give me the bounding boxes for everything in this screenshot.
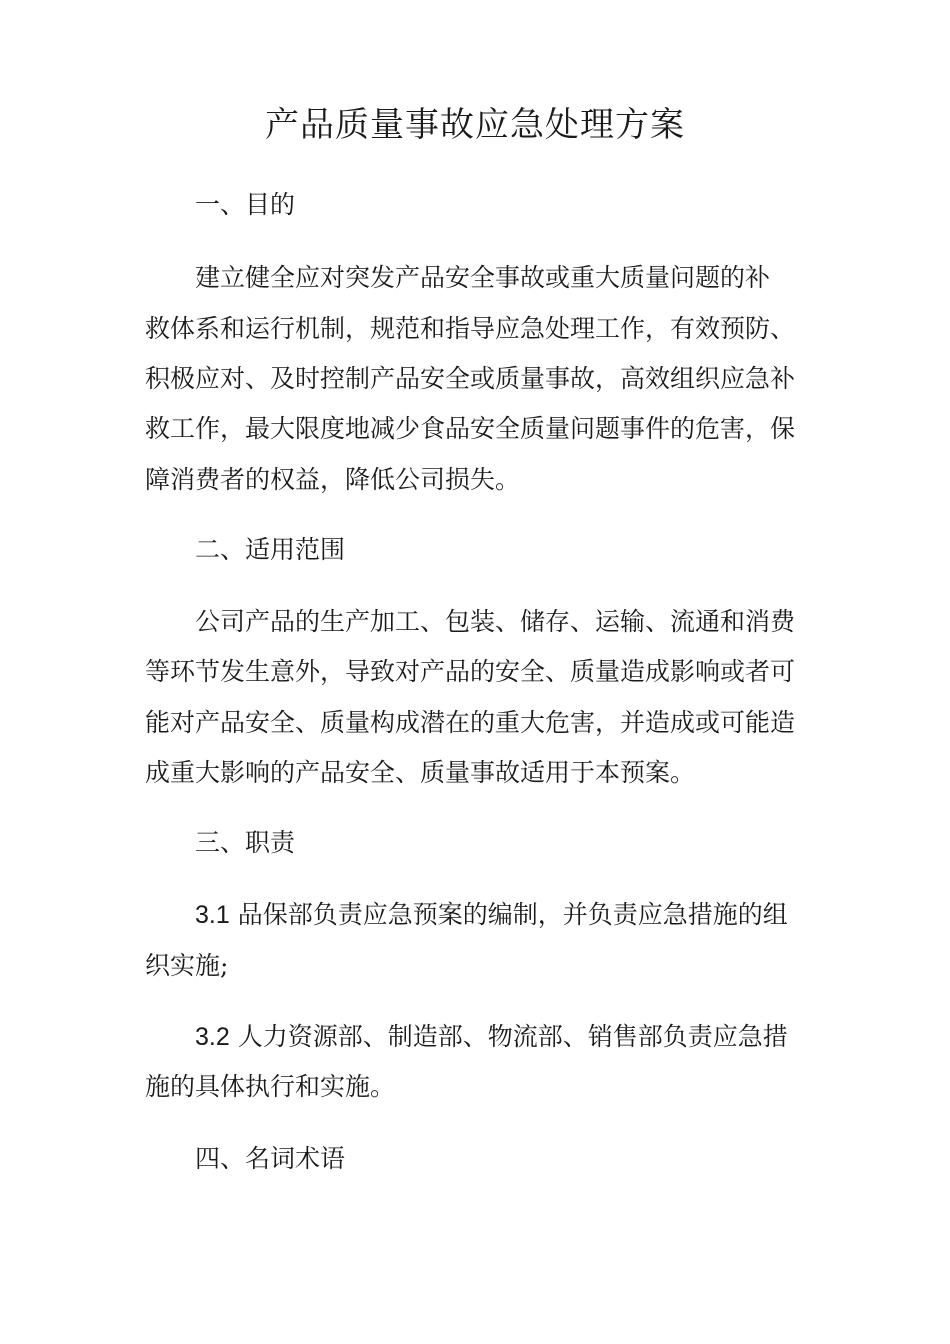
paragraph-line: 障消费者的权益，降低公司损失。 xyxy=(145,465,521,494)
item-text: 人力资源部、制造部、物流部、销售部负责应急措 xyxy=(229,1022,788,1051)
list-item-line: 织实施; xyxy=(145,951,229,980)
list-item-line xyxy=(195,898,865,932)
item-number: 3.1 xyxy=(195,901,230,929)
paragraph-line: 等环节发生意外，导致对产品的安全、质量造成影响或者可 xyxy=(145,657,796,686)
section-heading-terms: 四、名词术语 xyxy=(195,1144,346,1173)
section-heading-responsibilities: 三、职责 xyxy=(195,828,296,857)
paragraph-line: 救体系和运行机制，规范和指导应急处理工作，有效预防、 xyxy=(145,314,796,343)
item-number: 3.2 xyxy=(195,1023,230,1051)
list-item-line: 施的具体执行和实施。 xyxy=(145,1072,396,1101)
item-text: 品保部负责应急预案的编制，并负责应急措施的组 xyxy=(229,900,788,929)
paragraph-line: 公司产品的生产加工、包装、储存、运输、流通和消费 xyxy=(195,607,796,636)
document-title: 产品质量事故应急处理方案 xyxy=(265,105,685,145)
section-heading-purpose: 一、目的 xyxy=(195,190,296,219)
section-heading-scope: 二、适用范围 xyxy=(195,535,346,564)
paragraph-line: 积极应对、及时控制产品安全或质量事故，高效组织应急补 xyxy=(145,364,796,393)
paragraph-line: 建立健全应对突发产品安全事故或重大质量问题的补 xyxy=(195,263,771,292)
paragraph-line: 救工作，最大限度地减少食品安全质量问题事件的危害，保 xyxy=(145,414,796,443)
paragraph-line: 成重大影响的产品安全、质量事故适用于本预案。 xyxy=(145,758,696,787)
list-item-line xyxy=(195,1020,865,1054)
paragraph-line: 能对产品安全、质量构成潜在的重大危害，并造成或可能造 xyxy=(145,708,796,737)
